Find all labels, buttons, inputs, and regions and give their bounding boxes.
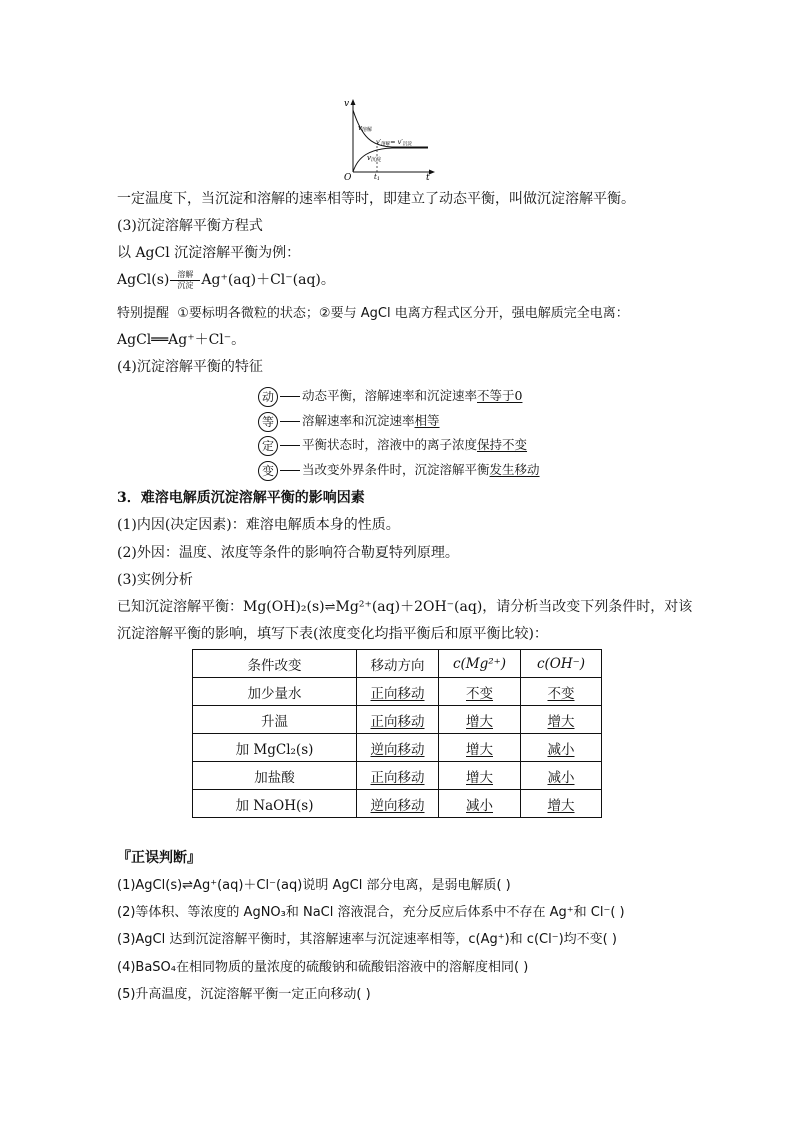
feature-answer: 保持不变 <box>477 437 528 452</box>
judgment-item-1: (1)AgCl(s)⇌Ag⁺(aq)＋Cl⁻(aq)说明 AgCl 部分电离，是弱电解质( ) <box>117 878 511 893</box>
rate-time-graph <box>340 96 440 180</box>
table-cell: 加盐酸 <box>193 762 357 790</box>
section-3-title: (3)沉淀溶解平衡方程式 <box>117 218 263 234</box>
feature-change <box>258 459 540 481</box>
table-row <box>193 706 602 734</box>
v-dissolve-label: v溶解 <box>358 124 372 133</box>
judgment-item-3: (3)AgCl 达到沉淀溶解平衡时，其溶解速率与沉淀速率相等，c(Ag⁺)和 c(Cl⁻)均不变( ) <box>117 932 617 947</box>
table-cell: 增大 <box>439 734 521 762</box>
table-cell: 升温 <box>193 706 357 734</box>
axis-v-label: v <box>344 99 350 109</box>
tip-text: ①要标明各微粒的状态；②要与 AgCl 电离方程式区分开，强电解质完全电离： <box>177 306 629 321</box>
equilibrium-label: v′溶解= v′沉淀 <box>376 138 412 147</box>
feature-char: 定 <box>258 436 278 456</box>
table-cell: 增大 <box>521 706 602 734</box>
feature-fixed <box>258 434 527 456</box>
feature-equal <box>258 410 440 432</box>
table-cell: 不变 <box>521 678 602 706</box>
header-cell: 移动方向 <box>357 650 439 678</box>
factors-title: 3．难溶电解质沉淀溶解平衡的影响因素 <box>117 490 365 506</box>
judgment-item-4: (4)BaSO₄在相同物质的量浓度的硫酸钠和硫酸铝溶液中的溶解度相同( ) <box>117 960 529 975</box>
internal-factor: (1)内因(决定因素)：难溶电解质本身的性质。 <box>117 517 400 533</box>
table-cell: 加 MgCl₂(s) <box>193 734 357 762</box>
eq-right: Ag⁺(aq)＋Cl⁻(aq)。 <box>201 272 335 288</box>
feature-text: 溶解速率和沉淀速率 <box>302 413 415 428</box>
table-cell: 减小 <box>521 762 602 790</box>
eq-top-label: 溶解 <box>177 269 194 279</box>
feature-answer: 不等于0 <box>477 388 523 403</box>
feature-text: 平衡状态时，溶液中的离子浓度 <box>302 437 478 452</box>
y-axis-arrow <box>351 99 356 105</box>
tip-label: 特别提醒 <box>117 306 170 321</box>
table-cell: 加少量水 <box>193 678 357 706</box>
agcl-equilibrium-equation <box>117 270 335 290</box>
table-cell: 增大 <box>439 706 521 734</box>
external-factor: (2)外因：温度、浓度等条件的影响符合勒夏特列原理。 <box>117 545 459 561</box>
table-cell: 逆向移动 <box>357 790 439 818</box>
condition-analysis-table <box>192 649 602 818</box>
mg-equation-line <box>117 597 692 618</box>
feature-text: 动态平衡，溶解速率和沉淀速率 <box>302 388 478 403</box>
table-cell: 减小 <box>521 734 602 762</box>
table-cell: 不变 <box>439 678 521 706</box>
origin-label: O <box>344 173 352 180</box>
eq-bottom-label: 沉淀 <box>177 280 194 290</box>
axis-t-label: t <box>426 173 430 180</box>
x-axis-arrow <box>429 170 435 175</box>
table-cell: 加 NaOH(s) <box>193 790 357 818</box>
example-intro: 以 AgCl 沉淀溶解平衡为例： <box>117 245 301 261</box>
table-cell: 正向移动 <box>357 706 439 734</box>
mg-equation-line-2: 沉淀溶解平衡的影响，填写下表(浓度变化均指平衡后和原平衡比较)： <box>117 626 548 642</box>
section-4-title: (4)沉淀溶解平衡的特征 <box>117 359 263 375</box>
mg-eq-prefix: 已知沉淀溶解平衡：Mg(OH)₂(s) <box>117 599 325 615</box>
ionization-equation: AgCl══Ag⁺＋Cl⁻。 <box>117 332 246 348</box>
feature-char: 动 <box>258 387 278 407</box>
header-cell: c(Mg²⁺) <box>439 650 521 678</box>
table-cell: 减小 <box>439 790 521 818</box>
table-row <box>193 678 602 706</box>
judgment-title: 『正误判断』 <box>117 850 201 866</box>
table-row <box>193 734 602 762</box>
mg-eq-suffix: Mg²⁺(aq)＋2OH⁻(aq)，请分析当改变下列条件时，对该 <box>335 599 693 615</box>
header-cell: 条件改变 <box>193 650 357 678</box>
judgment-item-5: (5)升高温度，沉淀溶解平衡一定正向移动( ) <box>117 987 371 1002</box>
equilibrium-arrow <box>170 271 200 290</box>
table-cell: 正向移动 <box>357 762 439 790</box>
definition-text: 一定温度下，当沉淀和溶解的速率相等时，即建立了动态平衡，叫做沉淀溶解平衡。 <box>117 191 635 207</box>
t1-label: t1 <box>374 173 381 180</box>
eq-left: AgCl(s) <box>117 272 170 288</box>
feature-char: 等 <box>258 412 278 432</box>
table-header-row <box>193 650 602 678</box>
table-cell: 逆向移动 <box>357 734 439 762</box>
special-tip <box>117 304 629 324</box>
precipitation-rate-curve <box>353 148 428 172</box>
table-row <box>193 790 602 818</box>
table-cell: 增大 <box>521 790 602 818</box>
header-cell: c(OH⁻) <box>521 650 602 678</box>
v-precip-label: v沉淀 <box>367 154 381 163</box>
equilibrium-arrow-icon: ⇌ <box>324 600 336 615</box>
example-title: (3)实例分析 <box>117 572 193 588</box>
table-row <box>193 762 602 790</box>
feature-dynamic <box>258 385 522 407</box>
judgment-item-2: (2)等体积、等浓度的 AgNO₃和 NaCl 溶液混合，充分反应后体系中不存在 Ag⁺和 Cl⁻( ) <box>117 905 625 920</box>
table-cell: 增大 <box>439 762 521 790</box>
feature-answer: 相等 <box>414 413 440 428</box>
feature-answer: 发生移动 <box>489 462 540 477</box>
table-cell: 正向移动 <box>357 678 439 706</box>
feature-text: 当改变外界条件时，沉淀溶解平衡 <box>302 462 490 477</box>
feature-char: 变 <box>258 461 278 481</box>
